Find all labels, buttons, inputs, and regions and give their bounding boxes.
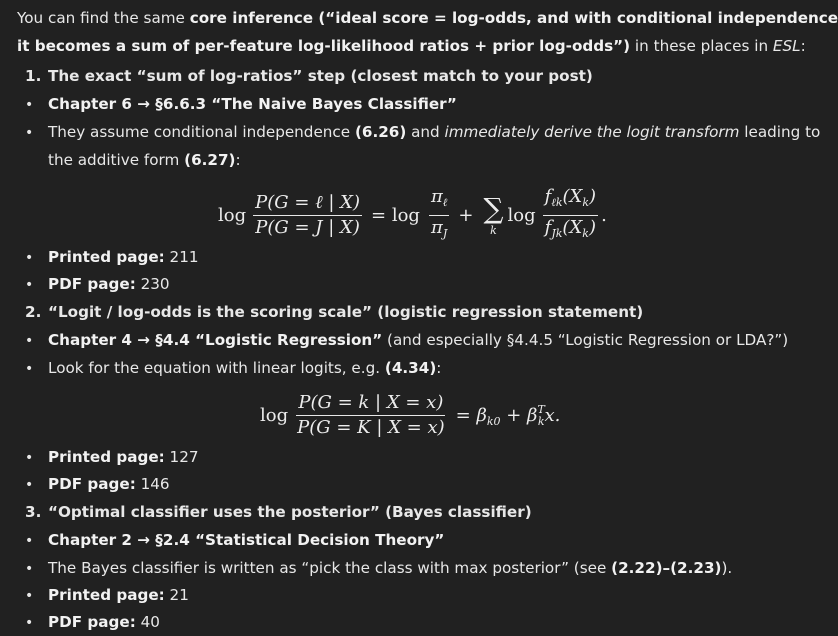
section-2-pdf	[25, 474, 170, 495]
chapter-ref: Chapter 2 → §2.4 “Statistical Decision Theory”	[48, 531, 445, 549]
math-log: log	[218, 205, 247, 226]
bullet: •	[25, 125, 34, 141]
fraction-denominator: P(G = K | X = x)	[297, 417, 445, 438]
eq-ref: (6.26)	[354, 123, 407, 141]
desc-text: the additive form	[48, 151, 185, 169]
bullet: •	[25, 588, 34, 604]
pdf-page-value: 40	[135, 613, 160, 631]
section-2-printed	[25, 447, 199, 468]
sum-index: k	[490, 224, 497, 237]
superscript: T	[537, 403, 545, 416]
desc-text: and	[406, 123, 445, 141]
printed-page-value: 211	[164, 248, 199, 266]
pdf-page-value: 230	[135, 275, 170, 293]
arg: (X	[562, 186, 583, 207]
section-3-heading	[25, 502, 532, 522]
bullet: •	[25, 561, 34, 577]
chapter-rest: (and especially §4.4.5 “Logistic Regression or LDA?”)	[382, 331, 789, 349]
desc-text: leading to	[739, 123, 821, 141]
section-1-desc	[25, 122, 820, 143]
f-symbol: f	[544, 217, 552, 238]
likelihood-ratio	[543, 186, 598, 245]
eq-ref: (2.22)–(2.23)	[611, 559, 722, 577]
intro-text: You can find the same	[17, 9, 190, 27]
intro-esl: ESL	[772, 37, 801, 55]
desc-text: The Bayes classifier is written as “pick the class with max posterior” (see	[48, 559, 612, 577]
subscript: k0	[486, 415, 501, 428]
desc-text: :	[436, 359, 442, 377]
math-equals-log: = log	[371, 205, 420, 226]
printed-page-value: 21	[164, 586, 189, 604]
math-log: log	[260, 405, 289, 426]
bullet: •	[25, 361, 34, 377]
subscript: J	[442, 227, 448, 240]
prior-ratio	[429, 186, 449, 245]
intro-end: :	[800, 37, 806, 55]
section-number: 3.	[25, 503, 42, 521]
bullet: •	[25, 477, 34, 493]
fraction-numerator: P(G = ℓ | X)	[253, 192, 362, 216]
pdf-page-label: PDF page:	[48, 275, 136, 293]
equation-4-34	[260, 392, 566, 439]
bullet: •	[25, 615, 34, 631]
printed-page-value: 127	[164, 448, 199, 466]
f-symbol: f	[544, 186, 552, 207]
bullet: •	[25, 450, 34, 466]
subscript: Jk	[551, 227, 563, 240]
bullet: •	[25, 250, 34, 266]
desc-text: ).	[721, 559, 733, 577]
eq-ref: (4.34)	[384, 359, 437, 377]
arg: (X	[562, 217, 583, 238]
section-title: The exact “sum of log-ratios” step (closest match to your post)	[48, 67, 593, 85]
math-period: .	[601, 205, 607, 226]
chapter-ref: Chapter 6 → §6.6.3 “The Naive Bayes Classifier”	[48, 95, 457, 113]
sigma-symbol: ∑	[483, 192, 504, 225]
desc-italic: immediately derive the logit transform	[444, 123, 740, 141]
bullet: •	[25, 277, 34, 293]
intro-line-2	[17, 36, 806, 56]
subscript: k	[582, 227, 589, 240]
intro-bold: core inference (“ideal score = log-odds, and with conditional independence	[189, 9, 838, 27]
section-number: 1.	[25, 67, 42, 85]
chapter-ref: Chapter 4 → §4.4 “Logistic Regression”	[48, 331, 383, 349]
desc-text: Look for the equation with linear logits, e.g.	[48, 359, 385, 377]
intro-text-2: in these places in	[630, 37, 773, 55]
subscript: k	[537, 415, 545, 428]
fraction-denominator: P(G = J | X)	[255, 217, 360, 238]
section-3-chapter	[25, 530, 444, 551]
eq-ref: (6.27)	[184, 151, 236, 169]
printed-page-label: Printed page:	[48, 448, 165, 466]
bullet: •	[25, 97, 34, 113]
desc-text: :	[235, 151, 241, 169]
x-var: x.	[544, 405, 561, 426]
section-2-desc	[25, 358, 441, 379]
posterior-ratio	[253, 192, 362, 239]
section-2-heading	[25, 302, 643, 322]
section-number: 2.	[25, 303, 42, 321]
beta-k0: = β	[455, 405, 487, 426]
section-1-heading	[25, 66, 593, 86]
intro-line-1	[17, 8, 838, 28]
printed-page-label: Printed page:	[48, 586, 165, 604]
pdf-page-label: PDF page:	[48, 613, 136, 631]
logit-ratio	[295, 392, 447, 439]
section-1-pdf	[25, 274, 170, 295]
section-title: “Optimal classifier uses the posterior” (Bayes classifier)	[48, 503, 532, 521]
paren: )	[589, 186, 597, 207]
math-plus: +	[458, 205, 474, 226]
math-log: log	[507, 205, 536, 226]
printed-page-label: Printed page:	[48, 248, 165, 266]
section-3-pdf	[25, 612, 160, 633]
beta-k: + β	[500, 405, 538, 426]
bullet: •	[25, 533, 34, 549]
section-1-desc-cont	[48, 150, 241, 170]
pi-symbol: π	[430, 186, 443, 207]
fraction-numerator: P(G = k | X = x)	[296, 392, 445, 416]
summation	[483, 192, 504, 237]
section-1-chapter	[25, 94, 457, 115]
pi-symbol: π	[431, 217, 443, 238]
section-1-printed	[25, 247, 199, 268]
bullet: •	[25, 333, 34, 349]
subscript: ℓk	[551, 196, 563, 209]
desc-text: They assume conditional independence	[48, 123, 355, 141]
section-3-desc	[25, 558, 732, 579]
equation-6-27	[218, 186, 607, 245]
pdf-page-value: 146	[135, 475, 170, 493]
pdf-page-label: PDF page:	[48, 475, 136, 493]
subscript: ℓ	[442, 196, 448, 209]
intro-bold-2: it becomes a sum of per-feature log-likelihood ratios + prior log-odds”)	[17, 37, 631, 55]
section-2-chapter	[25, 330, 788, 351]
section-3-printed	[25, 585, 189, 606]
subscript: k	[582, 196, 590, 209]
section-title: “Logit / log-odds is the scoring scale” (logistic regression statement)	[48, 303, 644, 321]
paren: )	[588, 217, 596, 238]
